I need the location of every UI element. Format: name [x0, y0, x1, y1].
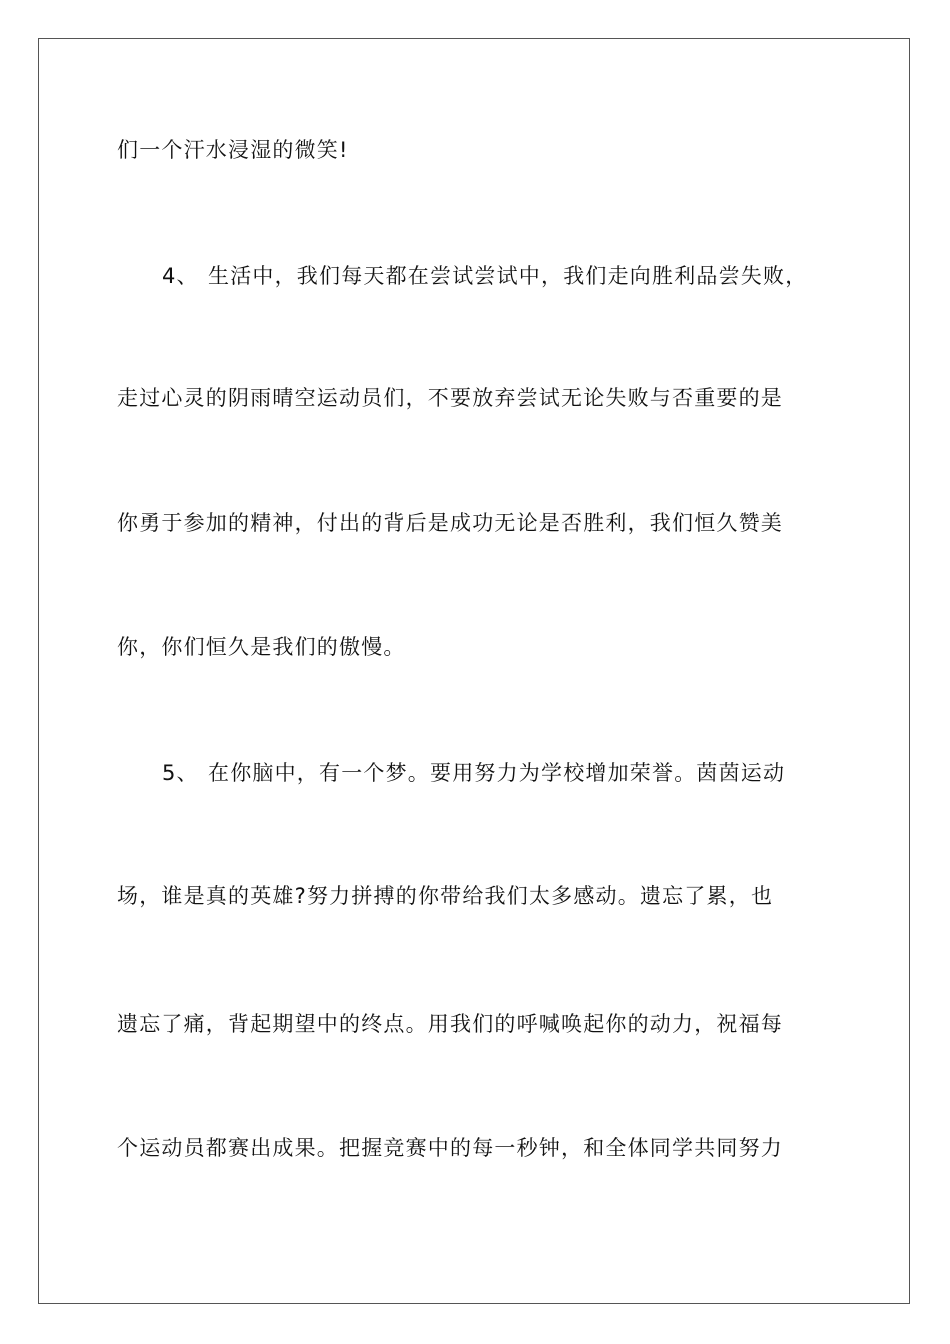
- text-line: 走过心灵的阴雨晴空运动员们，不要放弃尝试无论失败与否重要的是: [117, 386, 783, 410]
- item-number: 4、: [162, 264, 199, 288]
- item-text: 生活中，我们每天都在尝试尝试中，我们走向胜利品尝失败，: [208, 264, 808, 288]
- text-line: 个运动员都赛出成果。把握竞赛中的每一秒钟，和全体同学共同努力: [117, 1136, 783, 1160]
- item-number: 5、: [162, 761, 199, 785]
- list-item-5: [162, 761, 882, 785]
- page-border: [38, 38, 910, 1304]
- item-text: 在你脑中，有一个梦。要用努力为学校增加荣誉。茵茵运动: [208, 761, 786, 785]
- text-line: 场，谁是真的英雄?努力拼搏的你带给我们太多感动。遗忘了累，也: [117, 884, 774, 908]
- text-line: 你，你们恒久是我们的傲慢。: [117, 635, 406, 659]
- text-line: 遗忘了痛，背起期望中的终点。用我们的呼喊唤起你的动力，祝福每: [117, 1012, 783, 1036]
- list-item-4: [162, 264, 882, 288]
- text-line: 你勇于参加的精神，付出的背后是成功无论是否胜利，我们恒久赞美: [117, 511, 783, 535]
- text-line: 们一个汗水浸湿的微笑!: [117, 138, 349, 162]
